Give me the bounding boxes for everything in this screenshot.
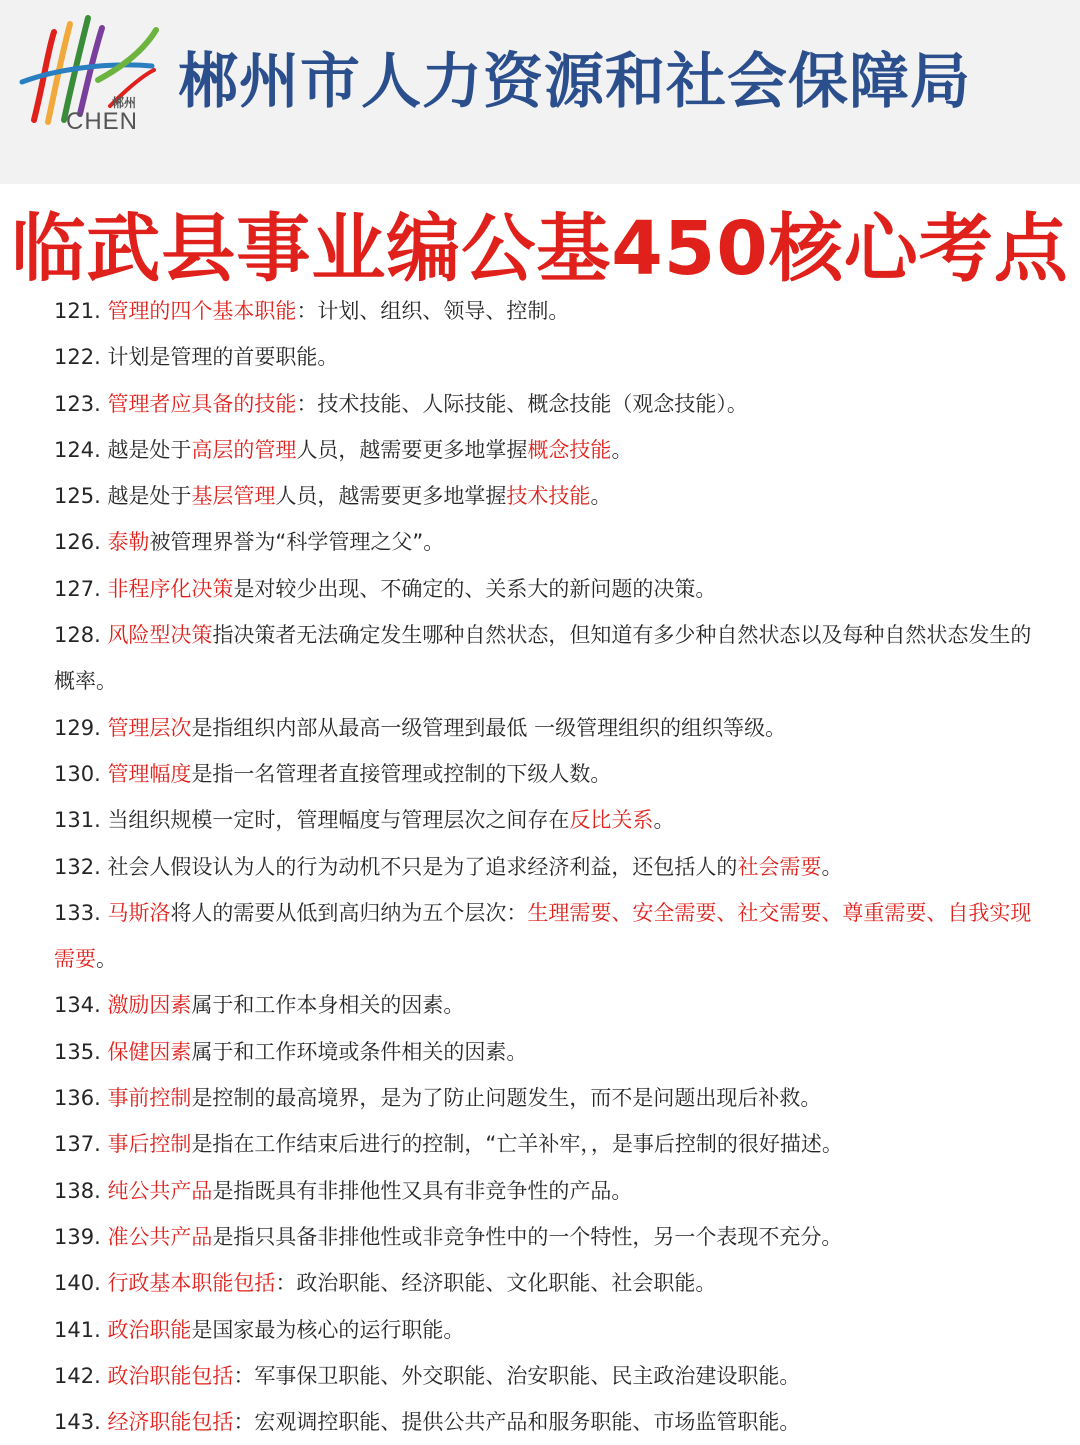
item-number: 132. [54,854,108,879]
list-item [54,288,1034,334]
logo-text-cn: 郴州 [112,96,137,110]
item-text: 是控制的最高境界，是为了防止问题发生，而不是问题出现后补救。 [191,1086,822,1111]
highlighted-term: 马斯洛 [107,900,171,925]
list-item [54,890,1034,983]
item-text: ：计划、组织、领导、控制。 [296,299,570,323]
item-number: 123. [54,391,108,416]
item-text: 计划是管理的首要职能。 [107,345,339,370]
item-number: 130. [54,761,108,786]
item-number: 127. [54,576,108,601]
item-text: 人员，越需要更多地掌握 [296,437,528,462]
list-item [54,844,1034,890]
item-number: 126. [54,530,108,555]
highlighted-term: 管理者应具备的技能 [107,391,297,416]
list-item [54,1121,1034,1167]
highlighted-term: 事前控制 [107,1086,192,1111]
highlighted-term: 概念技能 [527,437,612,462]
highlighted-term: 纯公共产品 [107,1178,213,1203]
highlighted-term: 社会需要 [737,854,822,879]
list-item [54,982,1034,1028]
highlighted-term: 事后控制 [107,1132,192,1157]
item-number: 141. [54,1317,108,1342]
list-item [54,519,1034,565]
item-text: 属于和工作本身相关的因素。 [191,993,465,1018]
list-item [54,751,1034,797]
item-number: 134. [54,993,108,1018]
header-banner [0,0,1080,184]
item-text: 是指组织内部从最高一级管理到最低 一级管理组织的组织等级。 [191,715,787,740]
item-text: ：政治职能、经济职能、文化职能、社会职能。 [275,1271,717,1296]
item-text: 是指一名管理者直接管理或控制的下级人数。 [191,761,612,786]
item-text: 。 [611,437,633,462]
highlighted-term: 生理需要、安全需要、社交需要、尊重需要、自我实现需要 [54,900,1032,972]
item-number: 131. [54,808,108,833]
list-item [54,1399,1034,1445]
highlighted-term: 激励因素 [107,993,192,1018]
item-text: 人员，越需要更多地掌握 [275,484,507,509]
item-text: 。 [653,808,675,833]
list-item [54,797,1034,843]
knowledge-point-list [54,288,1034,1445]
list-item [54,566,1034,612]
item-text: 是指在工作结束后进行的控制，“亡羊补牢，，是事后控制的很好描述。 [191,1132,843,1157]
highlighted-term: 政治职能包括 [107,1363,234,1388]
highlighted-term: 管理层次 [107,715,192,740]
item-number: 124. [54,437,108,462]
item-text: 社会人假设认为人的行为动机不只是为了追求经济利益，还包括人的 [107,854,738,879]
item-number: 129. [54,715,108,740]
item-text: 将人的需要从低到高归纳为五个层次： [170,900,528,925]
item-number: 143. [54,1410,108,1435]
list-item [54,427,1034,473]
list-item [54,1353,1034,1399]
highlighted-term: 行政基本职能包括 [107,1271,276,1296]
item-text: 指决策者无法确定发生哪种自然状态，但知道有多少种自然状态以及每种自然状态发生的概率。 [54,623,1032,694]
item-text: 是国家最为核心的运行职能。 [191,1317,465,1342]
item-text: 是对较少出现、不确定的、关系大的新问题的决策。 [233,576,717,601]
item-text: ：宏观调控职能、提供公共产品和服务职能、市场监管职能。 [233,1410,801,1435]
list-item [54,381,1034,427]
highlighted-term: 保健因素 [107,1039,192,1064]
list-item [54,1307,1034,1353]
item-text: 。 [96,947,117,972]
item-number: 122. [54,345,108,370]
item-number: 142. [54,1363,108,1388]
item-text: 当组织规模一定时，管理幅度与管理层次之间存在 [107,808,570,833]
item-number: 140. [54,1271,108,1296]
list-item [54,1075,1034,1121]
list-item [54,473,1034,519]
item-text: 越是处于 [107,437,192,462]
list-item [54,1214,1034,1260]
item-number: 128. [54,623,108,648]
list-item [54,612,1034,705]
org-name: 郴州市人力资源和社会保障局 [178,47,971,117]
item-number: 125. [54,484,108,509]
item-number: 139. [54,1224,108,1249]
highlighted-term: 风险型决策 [107,623,213,648]
highlighted-term: 高层的管理 [191,437,297,462]
highlighted-term: 经济职能包括 [107,1410,234,1435]
list-item [54,1168,1034,1214]
list-item [54,705,1034,751]
item-text: 被管理界誉为“科学管理之父”。 [149,530,445,555]
item-text: 是指只具备非排他性或非竞争性中的一个特性，另一个表现不充分。 [212,1224,843,1249]
list-item [54,1029,1034,1075]
highlighted-term: 反比关系 [569,808,654,833]
item-text: 。 [590,484,612,509]
list-item [54,334,1034,380]
highlighted-term: 政治职能 [107,1317,192,1342]
page-title: 临武县事业编公基450核心考点 [11,206,1069,292]
highlighted-term: 管理的四个基本职能 [107,299,297,323]
item-text: 。 [821,854,843,879]
highlighted-term: 非程序化决策 [107,576,234,601]
item-number: 133. [54,900,108,925]
item-text: 越是处于 [107,484,192,509]
item-number: 121. [54,299,108,323]
list-item [54,1260,1034,1306]
item-text: 是指既具有非排他性又具有非竞争性的产品。 [212,1178,633,1203]
item-number: 137. [54,1132,108,1157]
item-text: ：军事保卫职能、外交职能、治安职能、民主政治建设职能。 [233,1363,801,1388]
highlighted-term: 基层管理 [191,484,276,509]
highlighted-term: 泰勒 [107,530,150,555]
item-number: 138. [54,1178,108,1203]
item-number: 136. [54,1086,108,1111]
item-number: 135. [54,1039,108,1064]
highlighted-term: 准公共产品 [107,1224,213,1249]
highlighted-term: 技术技能 [506,484,591,509]
item-text: 属于和工作环境或条件相关的因素。 [191,1039,528,1064]
logo-text-en: CHEN [66,108,139,135]
item-text: ：技术技能、人际技能、概念技能（观念技能）。 [296,391,748,416]
highlighted-term: 管理幅度 [107,761,192,786]
